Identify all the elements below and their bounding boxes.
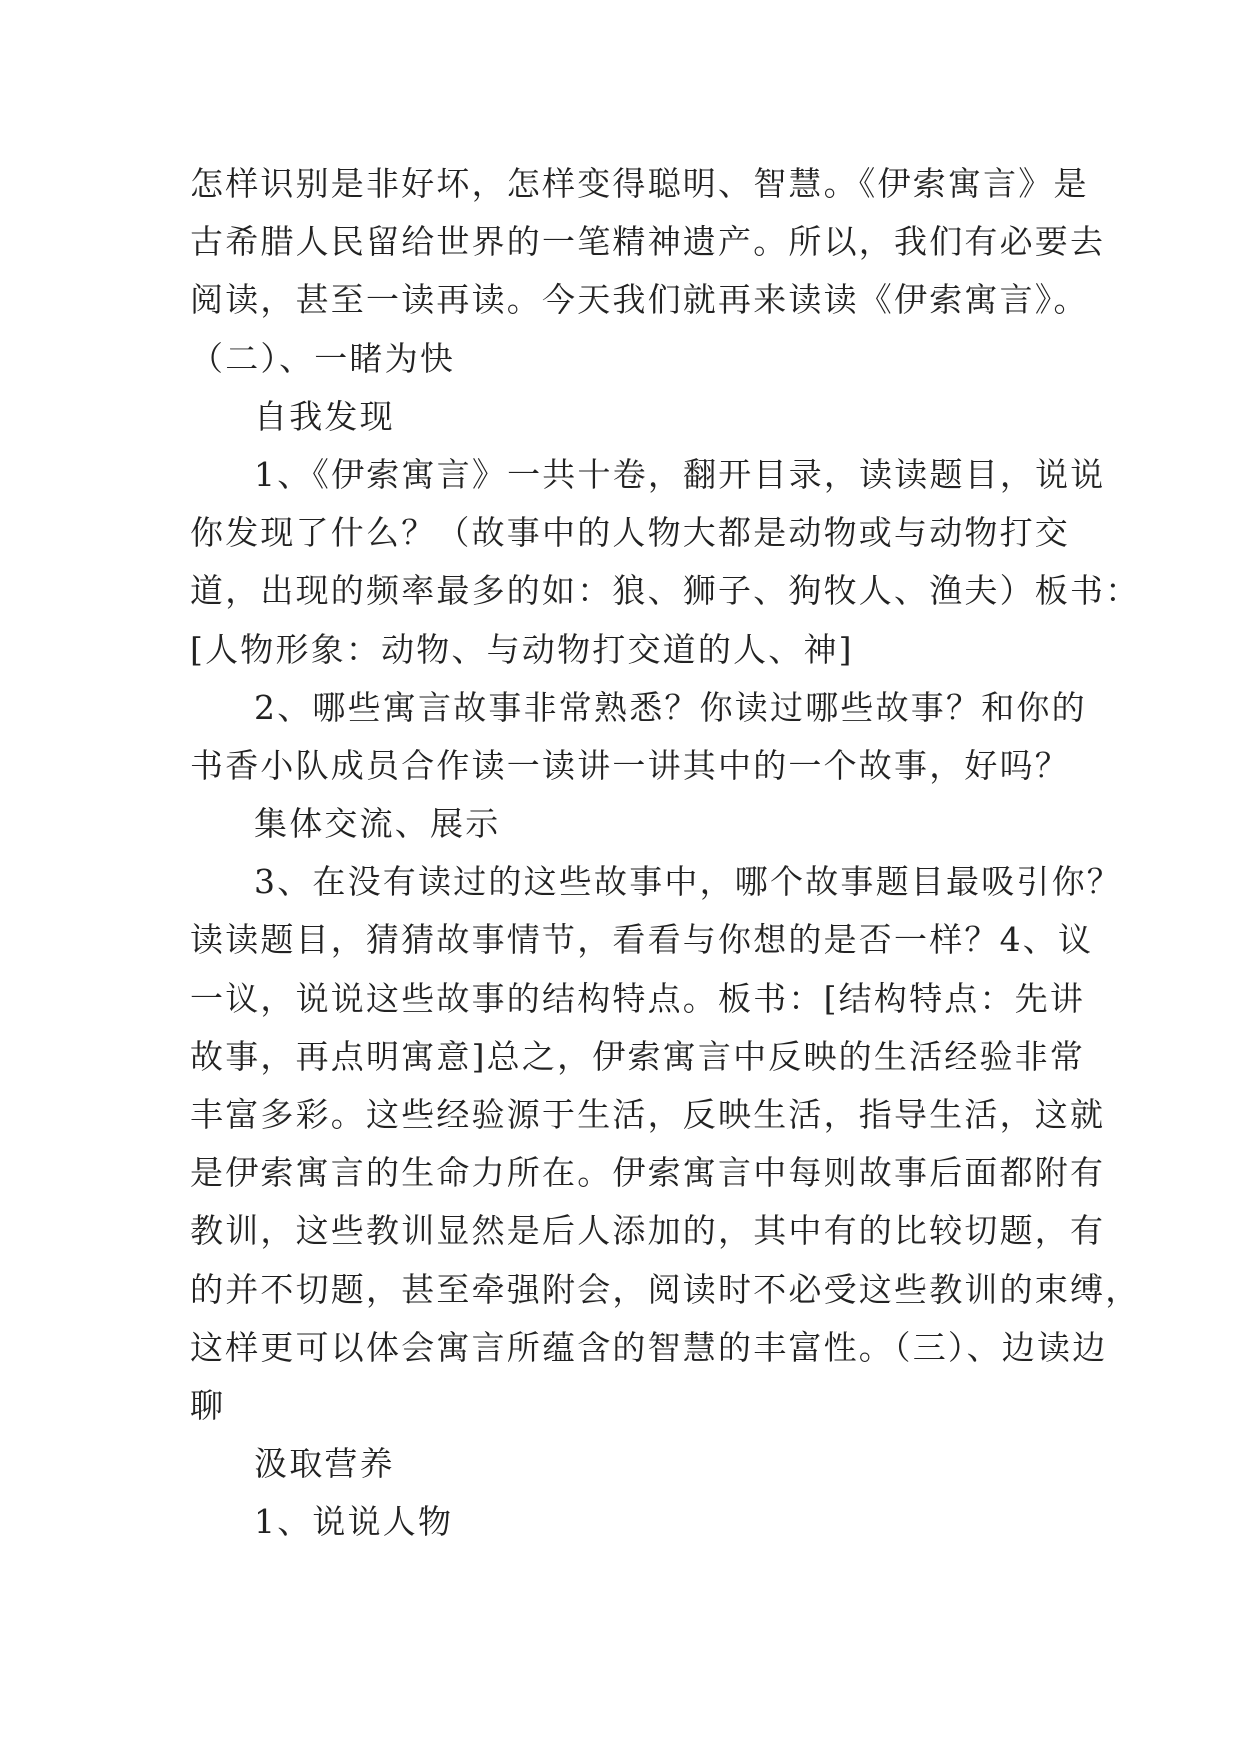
- text-line: 怎样识别是非好坏，怎样变得聪明、智慧。《伊索寓言》是: [190, 164, 1089, 203]
- text-line: 一议，说说这些故事的结构特点。板书：[结构特点：先讲: [190, 978, 1086, 1018]
- text-line: 2、哪些寓言故事非常熟悉？你读过哪些故事？和你的: [254, 687, 1087, 727]
- text-line: 教训，这些教训显然是后人添加的，其中有的比较切题，有: [190, 1211, 1106, 1251]
- text-line: 读读题目，猜猜故事情节，看看与你想的是否一样？4、议: [190, 920, 1094, 960]
- text-line: 道，出现的频率最多的如：狼、狮子、狗牧人、渔夫）板书：: [190, 571, 1141, 611]
- section-heading: （二）、一睹为快: [190, 338, 456, 378]
- subsection-heading: 集体交流、展示: [254, 804, 501, 844]
- text-line: 故事，再点明寓意]总之，伊索寓言中反映的生活经验非常: [190, 1036, 1086, 1076]
- text-line: 聊: [190, 1385, 226, 1425]
- text-line: 阅读，甚至一读再读。今天我们就再来读读《伊索寓言》。: [190, 280, 1089, 320]
- text-line: 你发现了什么？（故事中的人物大都是动物或与动物打交: [190, 513, 1070, 553]
- subsection-heading: 自我发现: [254, 396, 395, 436]
- text-line: 1、《伊索寓言》一共十卷，翻开目录，读读题目，说说: [254, 454, 1106, 494]
- text-line: 是伊索寓言的生命力所在。伊索寓言中每则故事后面都附有: [190, 1153, 1106, 1193]
- text-line: [人物形象：动物、与动物打交道的人、神]: [190, 629, 854, 669]
- text-line: 丰富多彩。这些经验源于生活，反映生活，指导生活，这就: [190, 1095, 1106, 1134]
- text-line: 1、说说人物: [254, 1502, 454, 1542]
- text-line: 书香小队成员合作读一读讲一讲其中的一个故事，好吗？: [190, 745, 1070, 785]
- text-line: 3、在没有读过的这些故事中，哪个故事题目最吸引你？: [254, 862, 1122, 902]
- text-line: 这样更可以体会寓言所蕴含的智慧的丰富性。（三）、边读边: [190, 1327, 1108, 1367]
- text-line: 的并不切题，甚至牵强附会，阅读时不必受这些教训的束缚，: [190, 1269, 1141, 1309]
- document-body: [190, 155, 1141, 1552]
- subsection-heading: 汲取营养: [254, 1444, 395, 1484]
- text-line: 古希腊人民留给世界的一笔精神遗产。所以，我们有必要去: [190, 222, 1106, 262]
